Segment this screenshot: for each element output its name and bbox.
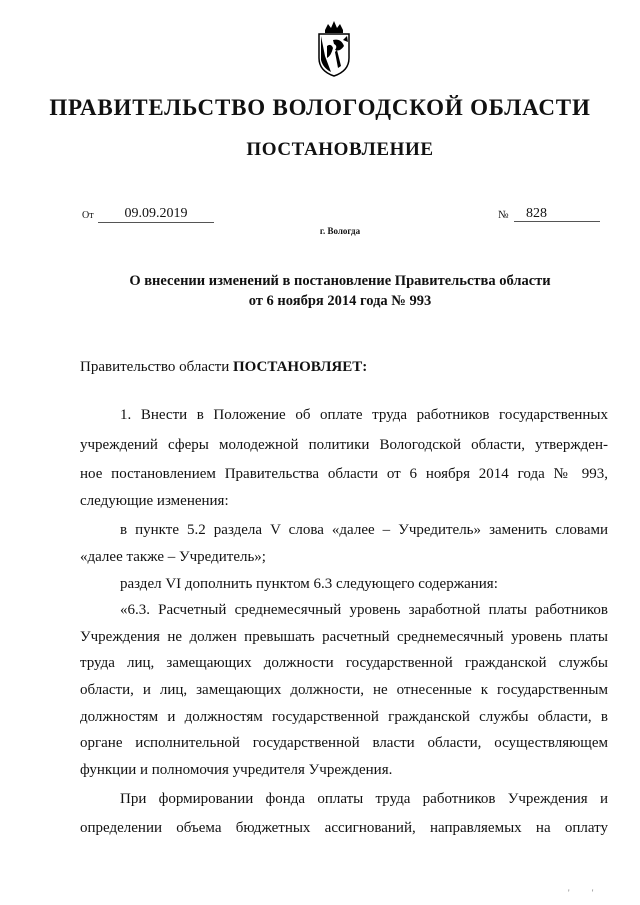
body-line: должностям и должностям государственной гражданской службы области, в <box>80 709 608 725</box>
body-line: «6.3. Расчетный среднемесячный уровень заработной платы работников <box>120 602 608 618</box>
subject-line: О внесении изменений в постановление Правительства области <box>129 273 551 289</box>
body-line: Учреждения не должен превышать расчетный среднемесячный уровень платы <box>80 629 608 645</box>
body-line: области, и лиц, замещающих должности, не отнесенные к государственным <box>80 682 608 698</box>
preamble-verb: ПОСТАНОВЛЯЕТ: <box>232 359 368 375</box>
number-label: № <box>498 209 509 221</box>
body-line: труда лиц, замещающих должности государственной гражданской службы <box>80 655 608 671</box>
body-line: в пункте 5.2 раздела V слова «далее – Учредитель» заменить словами <box>120 522 608 538</box>
body-line: следующие изменения: <box>80 493 229 509</box>
body-line: «далее также – Учредитель»; <box>80 549 266 565</box>
body-line: При формировании фонда оплаты труда работников Учреждения и <box>120 791 608 807</box>
body-line: определении объема бюджетных ассигнований, направляемых на оплату <box>80 820 608 836</box>
body-line: ное постановлением Правительства области от 6 ноября 2014 года № 993, <box>80 466 608 482</box>
body-line: учреждений сферы молодежной политики Вологодской области, утвержден- <box>80 437 608 453</box>
body-line: 1. Внести в Положение об оплате труда работников государственных <box>120 407 608 423</box>
page-marks: ' ' <box>568 888 604 898</box>
coat-of-arms-icon <box>311 16 357 78</box>
document-date: 09.09.2019 <box>98 206 214 223</box>
document-number: 828 <box>514 206 600 222</box>
document-type: ПОСТАНОВЛЕНИЕ <box>246 139 434 160</box>
document-subject <box>80 271 600 311</box>
subject-line: от 6 ноября 2014 года № 993 <box>248 293 432 309</box>
organization-title: ПРАВИТЕЛЬСТВО ВОЛОГОДСКОЙ ОБЛАСТИ <box>49 95 591 120</box>
body-line: функции и полномочия учредителя Учреждения. <box>80 762 393 778</box>
body-line: органе исполнительной государственной власти области, осуществляющем <box>80 735 608 751</box>
city-label: г. Вологда <box>319 226 361 236</box>
preamble-text: Правительство области <box>80 359 233 375</box>
preamble <box>80 358 608 377</box>
body-line: раздел VI дополнить пунктом 6.3 следующего содержания: <box>120 576 498 592</box>
date-label: От <box>82 210 94 221</box>
